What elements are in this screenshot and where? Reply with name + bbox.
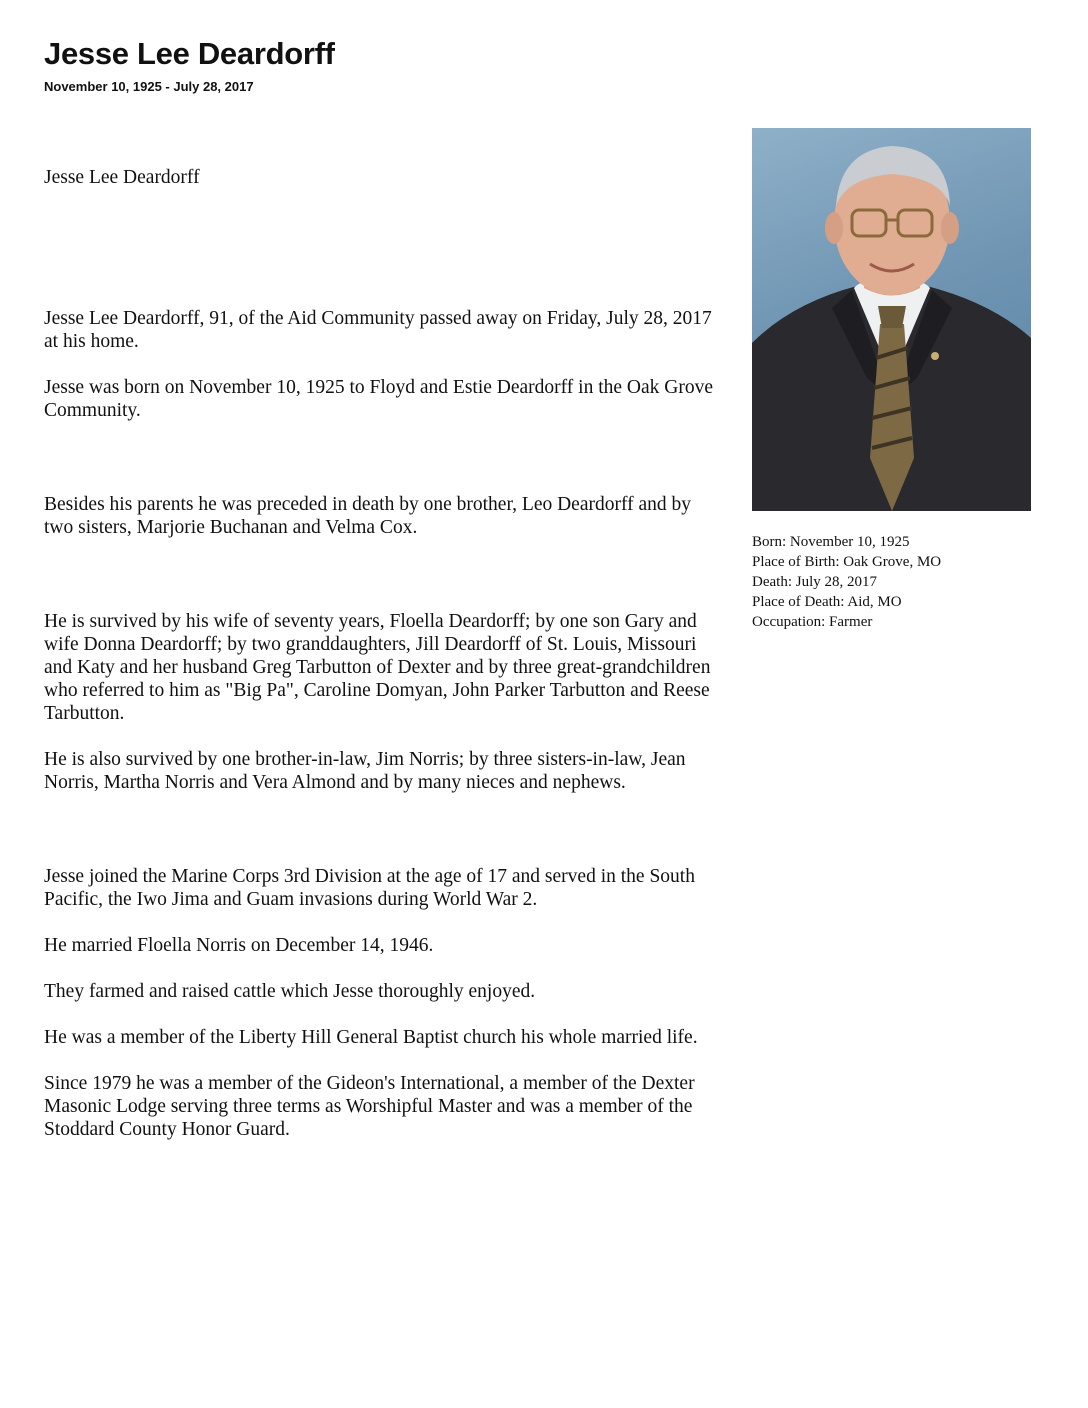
paragraph: Jesse Lee Deardorff, 91, of the Aid Community passed away on Friday, July 28, 2017 at his home. <box>44 308 712 352</box>
occupation-fact: Occupation: Farmer <box>752 614 873 630</box>
paragraph: He is survived by his wife of seventy years, Floella Deardorff; by one son Gary and wife Donna Deardorff; by two granddaughters, Jill Deardorff of St. Louis, Missouri and Katy and her husband Greg Tarbutton of Dexter and by three great-grandchildren who referred to him as "Big Pa", Caroline Domyan, John Parker Tarbutton and Reese Tarbutton. <box>44 611 711 724</box>
vital-facts <box>752 532 941 632</box>
paragraph: Jesse Lee Deardorff <box>44 167 200 188</box>
paragraph: Since 1979 he was a member of the Gideon's International, a member of the Dexter Masonic Lodge serving three terms as Worshipful Master and was a member of the Stoddard County Honor Guard. <box>44 1073 695 1140</box>
life-dates: November 10, 1925 - July 28, 2017 <box>44 79 254 94</box>
page-title: Jesse Lee Deardorff <box>44 36 335 71</box>
portrait-photo <box>752 128 1031 511</box>
paragraph: Besides his parents he was preceded in death by one brother, Leo Deardorff and by two sisters, Marjorie Buchanan and Velma Cox. <box>44 494 692 538</box>
born-fact: Born: November 10, 1925 <box>752 534 910 550</box>
place-of-birth-fact: Place of Birth: Oak Grove, MO <box>752 554 942 570</box>
death-fact: Death: July 28, 2017 <box>752 574 877 590</box>
paragraph: Jesse joined the Marine Corps 3rd Division at the age of 17 and served in the South Pacific, the Iwo Jima and Guam invasions during World War 2. <box>44 866 695 910</box>
paragraph: He is also survived by one brother-in-law, Jim Norris; by three sisters-in-law, Jean Norris, Martha Norris and Vera Almond and by many nieces and nephews. <box>44 749 686 793</box>
paragraph: He was a member of the Liberty Hill General Baptist church his whole married life. <box>44 1027 698 1048</box>
paragraph: He married Floella Norris on December 14, 1946. <box>44 935 434 956</box>
paragraph: Jesse was born on November 10, 1925 to Floyd and Estie Deardorff in the Oak Grove Community. <box>44 377 713 421</box>
obituary-body <box>44 166 716 1141</box>
paragraph: They farmed and raised cattle which Jesse thoroughly enjoyed. <box>44 981 536 1002</box>
place-of-death-fact: Place of Death: Aid, MO <box>752 594 902 610</box>
